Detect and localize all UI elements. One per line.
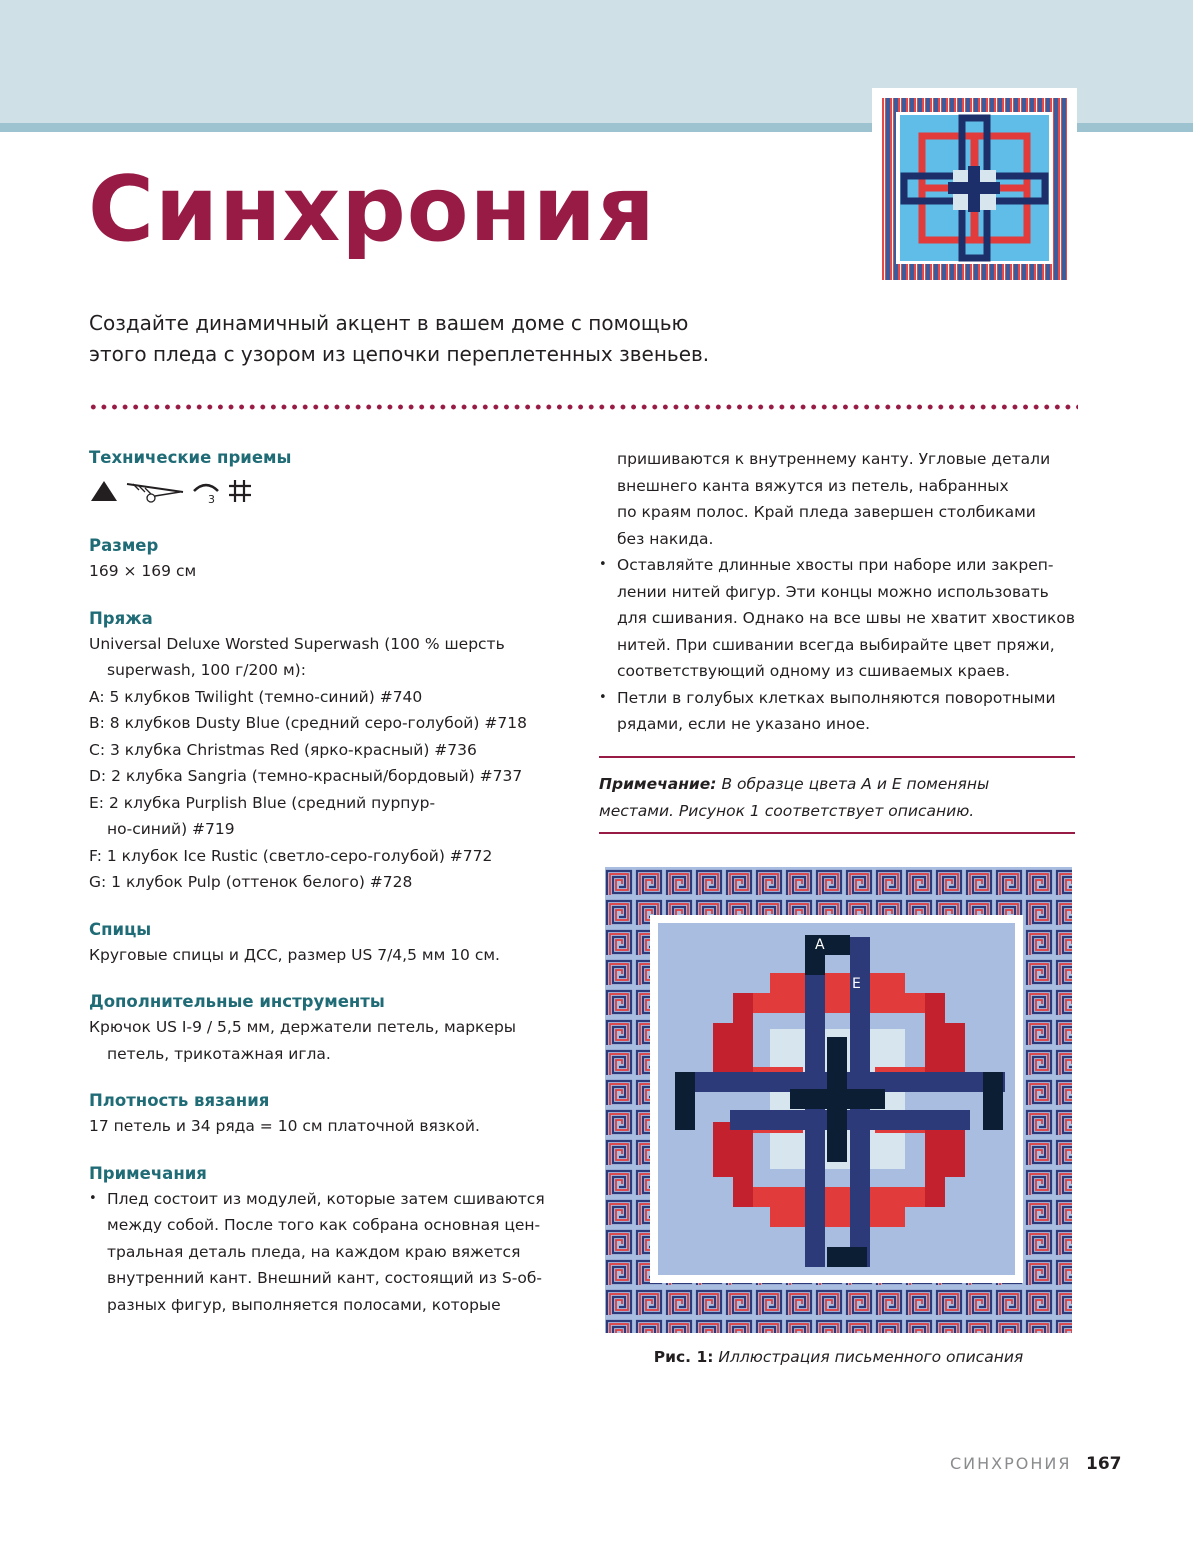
tools-line: петель, трикотажная игла.: [107, 1044, 331, 1063]
dotted-divider: [88, 404, 1078, 410]
yarn-color: G: 1 клубок Pulp (оттенок белого) #728: [89, 873, 413, 891]
notes-list: [89, 1186, 569, 1213]
list-item: [599, 552, 1079, 579]
remark-text: местами. Рисунок 1 соответствует описанию.: [599, 801, 975, 820]
note-line: без накида.: [617, 529, 714, 548]
note-line: внутренний кант. Внешний кант, состоящий из S-об-: [107, 1269, 542, 1287]
list-item: [599, 685, 1079, 712]
lead-line: этого пледа с узором из цепочки переплетенных звеньев.: [89, 342, 710, 366]
size-heading: Размер: [89, 536, 159, 555]
grid-icon: [227, 478, 253, 504]
note-line: Плед состоит из модулей, которые затем сшиваются: [107, 1189, 545, 1208]
figure-1-illustration: [605, 867, 1072, 1333]
label-e: E: [852, 976, 861, 992]
yarn-color: C: 3 клубка Christmas Red (ярко-красный) #736: [89, 740, 477, 759]
three-needle-bind-off-icon: [191, 477, 221, 505]
gauge-heading: Плотность вязания: [89, 1091, 270, 1110]
lead-paragraph: [89, 308, 829, 370]
remark-box: [599, 771, 1075, 824]
yarn-heading: Пряжа: [89, 608, 153, 628]
cast-on-needle-icon: [125, 478, 185, 504]
note-line: Петли в голубых клетках выполняются поворотными: [617, 688, 1056, 707]
yarn-color: B: 8 клубков Dusty Blue (средний серо-голубой) #718: [89, 714, 527, 732]
note-line: нитей. При сшивании всегда выбирайте цвет пряжи,: [617, 635, 1055, 654]
needles-value: Круговые спицы и ДСС, размер US 7/4,5 мм 10 см.: [89, 945, 500, 964]
technique-icons: [89, 474, 569, 508]
three-badge: 3: [208, 493, 215, 505]
page-number: 167: [1086, 1454, 1122, 1474]
yarn-color: A: 5 клубков Twilight (темно-синий) #740: [89, 687, 423, 706]
caption-text: Иллюстрация письменного описания: [718, 1348, 1024, 1366]
figure-caption: [605, 1344, 1072, 1370]
yarn-line: Universal Deluxe Worsted Superwash (100 % шерсть: [89, 634, 505, 653]
notes-heading: Примечания: [89, 1163, 207, 1183]
tools-heading: Дополнительные инструменты: [89, 992, 385, 1011]
gauge-value: 17 петель и 34 ряда = 10 см платочной вязкой.: [89, 1117, 480, 1135]
yarn-color: E: 2 клубка Purplish Blue (средний пурпур-: [89, 793, 436, 812]
yarn-line: superwash, 100 г/200 м):: [107, 661, 306, 679]
tools-line: Крючок US I-9 / 5,5 мм, держатели петель, маркеры: [89, 1018, 517, 1036]
note-line: по краям полос. Край пледа завершен столбиками: [617, 503, 1036, 521]
remark-label: Примечание:: [599, 775, 717, 793]
triangle-icon: [89, 479, 119, 503]
remark-text: В образце цвета А и Е поменяны: [721, 775, 990, 793]
page-title: Синхрония: [88, 157, 656, 262]
lead-line: Создайте динамичный акцент в вашем доме с помощью: [89, 311, 689, 335]
note-line: между собой. После того как собрана основная цен-: [107, 1216, 541, 1234]
list-item: [89, 1186, 569, 1213]
note-line: Оставляйте длинные хвосты при наборе или закреп-: [617, 556, 1054, 574]
notes-list: [599, 685, 1079, 712]
note-line: для сшивания. Однако на все швы не хватит хвостиков: [617, 609, 1076, 627]
running-title: СИНХРОНИЯ: [950, 1454, 1072, 1473]
size-value: 169 × 169 см: [89, 562, 197, 580]
note-line: разных фигур, выполняется полосами, которые: [107, 1295, 501, 1314]
yarn-color: D: 2 клубка Sangria (темно-красный/бордовый) #737: [89, 767, 523, 785]
note-line: соответствующий одному из сшиваемых краев.: [617, 662, 1010, 680]
needles-heading: Спицы: [89, 919, 152, 939]
left-column: [89, 446, 569, 1318]
yarn-color: F: 1 клубок Ice Rustic (светло-серо-голубой) #772: [89, 846, 493, 865]
note-rule-bottom: [599, 832, 1075, 834]
notes-list: [599, 552, 1079, 579]
right-column: [599, 446, 1079, 738]
note-line: лении нитей фигур. Эти концы можно использовать: [617, 582, 1049, 601]
label-a: A: [815, 937, 825, 953]
yarn-color: но-синий) #719: [107, 820, 235, 838]
note-line: пришиваются к внутреннему канту. Угловые детали: [617, 450, 1051, 468]
caption-label: Рис. 1:: [653, 1348, 714, 1366]
note-line: рядами, если не указано иное.: [617, 715, 871, 733]
note-line: внешнего канта вяжутся из петель, набранных: [617, 476, 1009, 495]
note-rule-top: [599, 756, 1075, 758]
techniques-heading: Технические приемы: [89, 448, 292, 467]
blanket-thumbnail: [882, 98, 1067, 280]
note-line: тральная деталь пледа, на каждом краю вяжется: [107, 1242, 521, 1261]
